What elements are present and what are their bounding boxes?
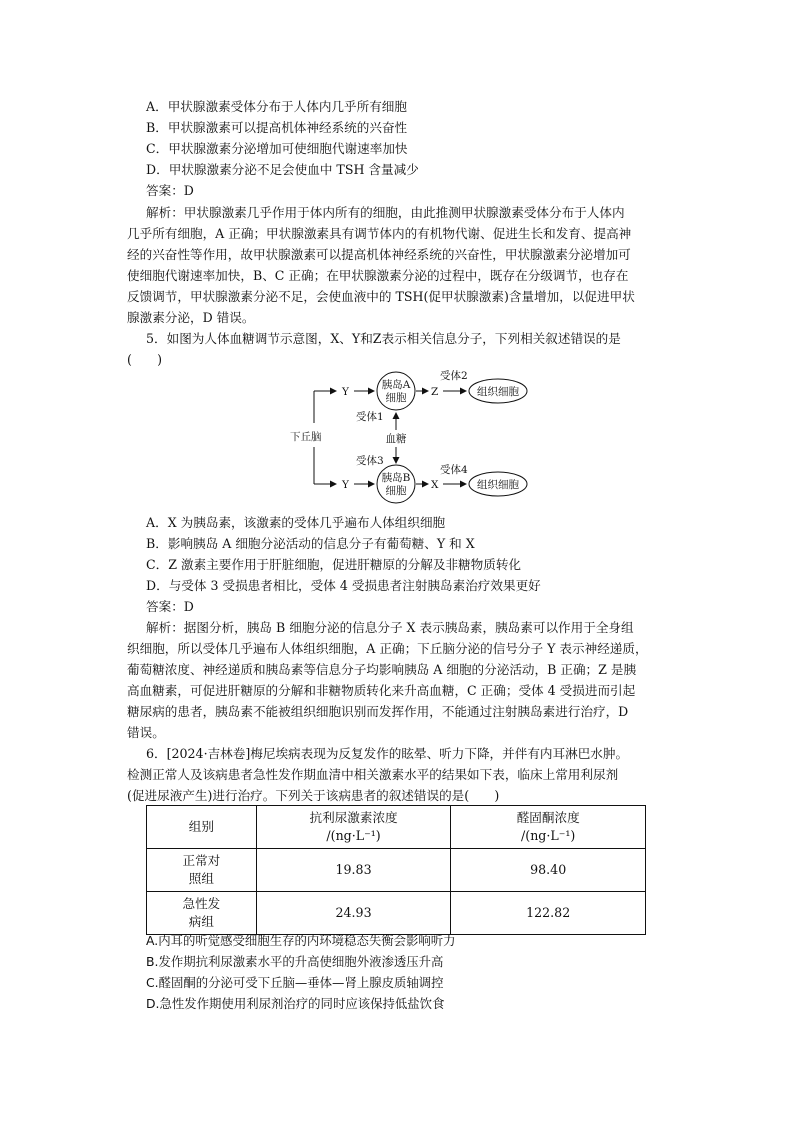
- beta-cell-label: 细胞: [385, 485, 407, 497]
- q6-stem: 6．[2024·吉林卷]梅尼埃病表现为反复发作的眩晕、听力下降，并伴有内耳淋巴水肿。: [146, 746, 629, 761]
- ald-value: 98.40: [451, 849, 646, 892]
- header-adh: [256, 806, 451, 849]
- group-label: 病组: [188, 914, 214, 929]
- q4-analysis-line: 解析：甲状腺激素几乎作用于体内所有的细胞，由此推测甲状腺激素受体分布于人体内: [146, 205, 625, 220]
- q5-analysis-line: 错误。: [127, 725, 165, 740]
- group-cell: [147, 849, 257, 892]
- ald-value: 122.82: [451, 892, 646, 935]
- q5-option-a: A．X 为胰岛素，该激素的受体几乎遍布人体组织细胞: [146, 515, 446, 530]
- table-header-row: [147, 806, 646, 849]
- q5-analysis-line: 高血糖素，可促进肝糖原的分解和非糖物质转化来升高血糖，C 正确；受体 4 受损进而引起: [127, 683, 636, 698]
- signal-z: Z: [431, 386, 439, 398]
- receptor3-label: 受体3: [356, 455, 384, 467]
- q6-option-a: A.内耳的听觉感受细胞生存的内环境稳态失衡会影响听力: [146, 933, 456, 948]
- alpha-cell-label: 胰岛A: [381, 379, 411, 391]
- q6-stem: 检测正常人及该病患者急性发作期血清中相关激素水平的结果如下表，临床上常用利尿剂: [127, 767, 619, 782]
- q4-answer: 答案：D: [146, 183, 194, 198]
- q5-option-d: D．与受体 3 受损患者相比，受体 4 受损患者注射胰岛素治疗效果更好: [146, 578, 541, 593]
- receptor1-label: 受体1: [356, 411, 384, 423]
- signal-y-top: Y: [342, 386, 349, 398]
- header-aldosterone: [451, 806, 646, 849]
- blood-sugar-label: 血糖: [385, 433, 407, 445]
- q6-option-c: C.醛固酮的分泌可受下丘脑—垂体—肾上腺皮质轴调控: [146, 975, 444, 990]
- header-adh-unit: /(ng·L⁻¹): [326, 828, 381, 843]
- q5-analysis-line: 解析：据图分析，胰岛 B 细胞分泌的信息分子 X 表示胰岛素，胰岛素可以作用于全身组: [146, 620, 634, 635]
- signal-y-bottom: Y: [342, 479, 349, 491]
- q5-analysis-line: 织细胞，所以受体几乎遍布人体组织细胞，A 正确；下丘脑分泌的信号分子 Y 表示神经递质，: [127, 641, 648, 656]
- adh-value: 24.93: [256, 892, 451, 935]
- adh-value: 19.83: [256, 849, 451, 892]
- q4-option-a: A．甲状腺激素受体分布于人体内几乎所有细胞: [146, 99, 407, 114]
- q4-analysis-line: 几乎所有细胞，A 正确；甲状腺激素具有调节体内的有机物代谢、促进生长和发育、提高神: [127, 226, 632, 241]
- q4-option-b: B．甲状腺激素可以提高机体神经系统的兴奋性: [146, 120, 408, 135]
- q5-analysis-line: 葡萄糖浓度、神经递质和胰岛素等信息分子均影响胰岛 A 细胞的分泌活动，B 正确；Z 是胰: [127, 662, 637, 677]
- group-label: 急性发: [182, 896, 221, 911]
- q6-option-b: B.发作期抗利尿激素水平的升高使细胞外液渗透压升高: [146, 954, 444, 969]
- header-adh-title: 抗利尿激素浓度: [309, 810, 398, 825]
- q5-stem: 5．如图为人体血糖调节示意图，X、Y和Z表示相关信息分子，下列相关叙述错误的是: [146, 331, 621, 346]
- q4-analysis-line: 使细胞代谢速率加快，B、C 正确；在甲状腺激素分泌的过程中，既存在分级调节，也存在: [127, 268, 629, 283]
- signal-x: X: [431, 479, 439, 491]
- q4-option-d: D．甲状腺激素分泌不足会使血中 TSH 含量减少: [146, 162, 419, 177]
- q5-answer: 答案：D: [146, 599, 194, 614]
- q6-stem: (促进尿液产生)进行治疗。下列关于该病患者的叙述错误的是( ): [127, 788, 500, 803]
- alpha-cell-label: 细胞: [385, 392, 407, 404]
- hormone-level-table: [146, 805, 646, 935]
- receptor4-label: 受体4: [440, 464, 468, 476]
- header-ald-title: 醛固酮浓度: [516, 810, 580, 825]
- q5-analysis-line: 糖尿病的患者，胰岛素不能被组织细胞识别而发挥作用，不能通过注射胰岛素进行治疗，D: [127, 704, 629, 719]
- islet-beta-cell: [377, 465, 415, 503]
- q5-option-c: C．Z 激素主要作用于肝脏细胞，促进肝糖原的分解及非糖物质转化: [146, 557, 522, 572]
- q5-option-b: B．影响胰岛 A 细胞分泌活动的信息分子有葡萄糖、Y 和 X: [146, 536, 475, 551]
- q4-analysis-line: 腺激素分泌，D 错误。: [127, 310, 255, 325]
- q4-option-c: C．甲状腺激素分泌增加可使细胞代谢速率加快: [146, 141, 408, 156]
- group-label: 照组: [188, 871, 214, 886]
- group-label: 正常对: [182, 853, 221, 868]
- q6-option-d: D.急性发作期使用利尿剂治疗的同时应该保持低盐饮食: [146, 996, 445, 1011]
- receptor2-label: 受体2: [440, 370, 468, 382]
- group-cell: [147, 892, 257, 935]
- blood-glucose-regulation-diagram: [270, 364, 550, 504]
- table-row: [147, 892, 646, 935]
- tissue-cell-label: 组织细胞: [477, 479, 519, 491]
- q4-analysis-line: 反馈调节，甲状腺激素分泌不足，会使血液中的 TSH(促甲状腺激素)含量增加，以促进甲状: [127, 289, 635, 304]
- beta-cell-label: 胰岛B: [381, 472, 411, 484]
- q5-stem-blank: ( ): [127, 352, 163, 367]
- tissue-cell-label: 组织细胞: [477, 386, 519, 398]
- hypothalamus-label: 下丘脑: [290, 431, 322, 443]
- q4-analysis-line: 经的兴奋性等作用，故甲状腺激素可以提高机体神经系统的兴奋性，甲状腺激素分泌增加可: [127, 247, 631, 262]
- islet-alpha-cell: [377, 372, 415, 410]
- header-group: 组别: [147, 806, 257, 849]
- table-row: [147, 849, 646, 892]
- header-ald-unit: /(ng·L⁻¹): [521, 828, 576, 843]
